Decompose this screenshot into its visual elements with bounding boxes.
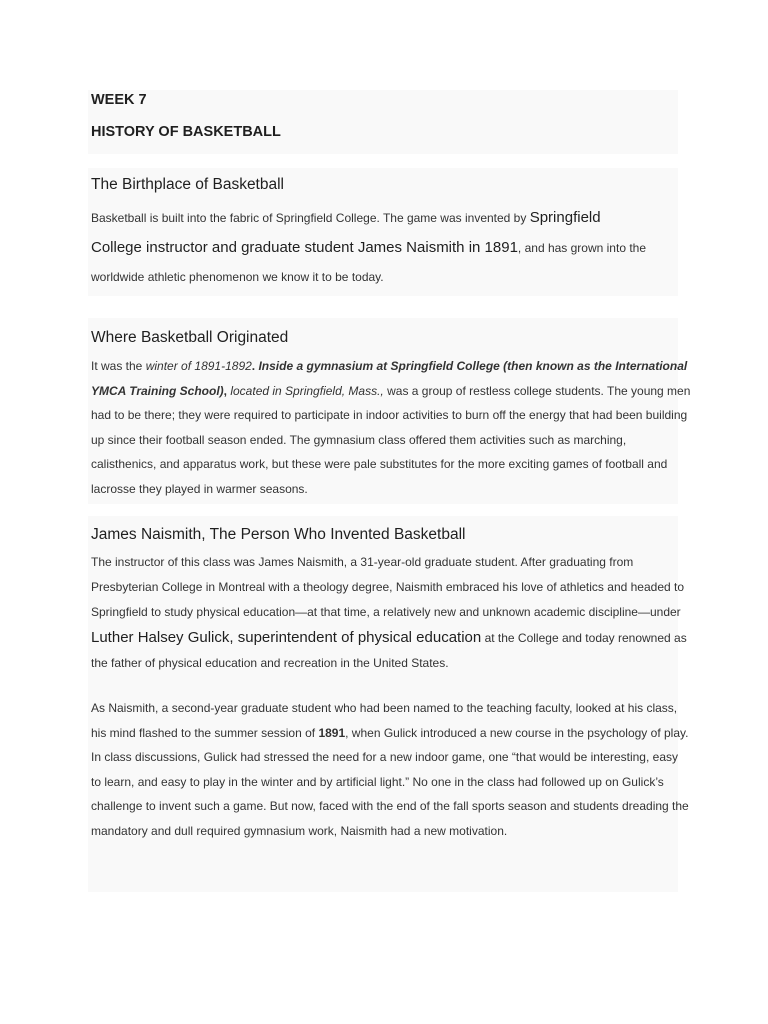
italic-text: located in Springfield, Mass., (230, 383, 384, 398)
text-span: As Naismith, a second-year graduate student who had been named to the teaching faculty, looked at his class, his mind flashed to the summer session of (91, 701, 678, 740)
bold-text: 1891 (318, 725, 346, 740)
paragraph-naismith-2 (91, 696, 691, 844)
background-panel (88, 90, 678, 154)
text-span: It was the (91, 359, 146, 373)
paragraph-birthplace (91, 203, 691, 292)
text-span: at the College and today renowned as the father of physical education and recreation in the United States. (91, 631, 687, 670)
text-span: Basketball is built into the fabric of Springfield College. The game was invented by (91, 211, 530, 225)
emphasis-text: Springfield (529, 209, 601, 226)
bold-italic-text: Inside a gymnasium at Springfield College (then known as the International YMCA Training School) (91, 359, 688, 398)
section-heading-birthplace: The Birthplace of Basketball (91, 176, 284, 193)
emphasis-text: Luther Halsey Gulick, superintendent of physical education (91, 629, 482, 646)
section-heading-originated: Where Basketball Originated (91, 329, 289, 346)
text-span: was a group of restless college students. The young men had to be there; they were required to participate in indoor activities to burn off the energy that had been building up since their football season ended. The gymnasium class offered them activities such as marching, calisthenics, and apparatus work, but these were pale substitutes for the more exciting games of football and lacrosse they played in warmer seasons. (91, 383, 691, 496)
text-span: , when Gulick introduced a new course in the psychology of play. In class discussions, Gulick had stressed the need for a new indoor game, one “that would be interesting, easy to learn, and easy to play in the winter and by artificial light.” No one in the class had followed up on Gulick’s challenge to invent such a game. But now, faced with the end of the fall sports season and students dreading the mandatory and dull required gymnasium work, Naismith had a new motivation. (91, 725, 689, 838)
italic-text: 1891-1892 (194, 359, 252, 373)
emphasis-text: College instructor and graduate student James Naismith in 1891 (91, 239, 518, 256)
bold-text: , (223, 383, 231, 398)
paragraph-naismith-1 (91, 550, 691, 676)
paragraph-originated (91, 354, 691, 502)
week-label: WEEK 7 (91, 92, 147, 108)
text-span: , and has grown into the worldwide athletic phenomenon we know it to be today. (91, 241, 647, 284)
page-title: HISTORY OF BASKETBALL (91, 124, 281, 140)
bold-text: . (251, 359, 259, 373)
text-span: The instructor of this class was James Naismith, a 31-year-old graduate student. After graduating from Presbyterian College in Montreal with a theology degree, Naismith embraced his love of athletics and headed to Springfield to study physical education—at that time, a relatively new and unknown academic discipline—under (91, 555, 685, 619)
section-heading-naismith: James Naismith, The Person Who Invented Basketball (91, 526, 466, 543)
italic-text: winter of (145, 359, 192, 373)
